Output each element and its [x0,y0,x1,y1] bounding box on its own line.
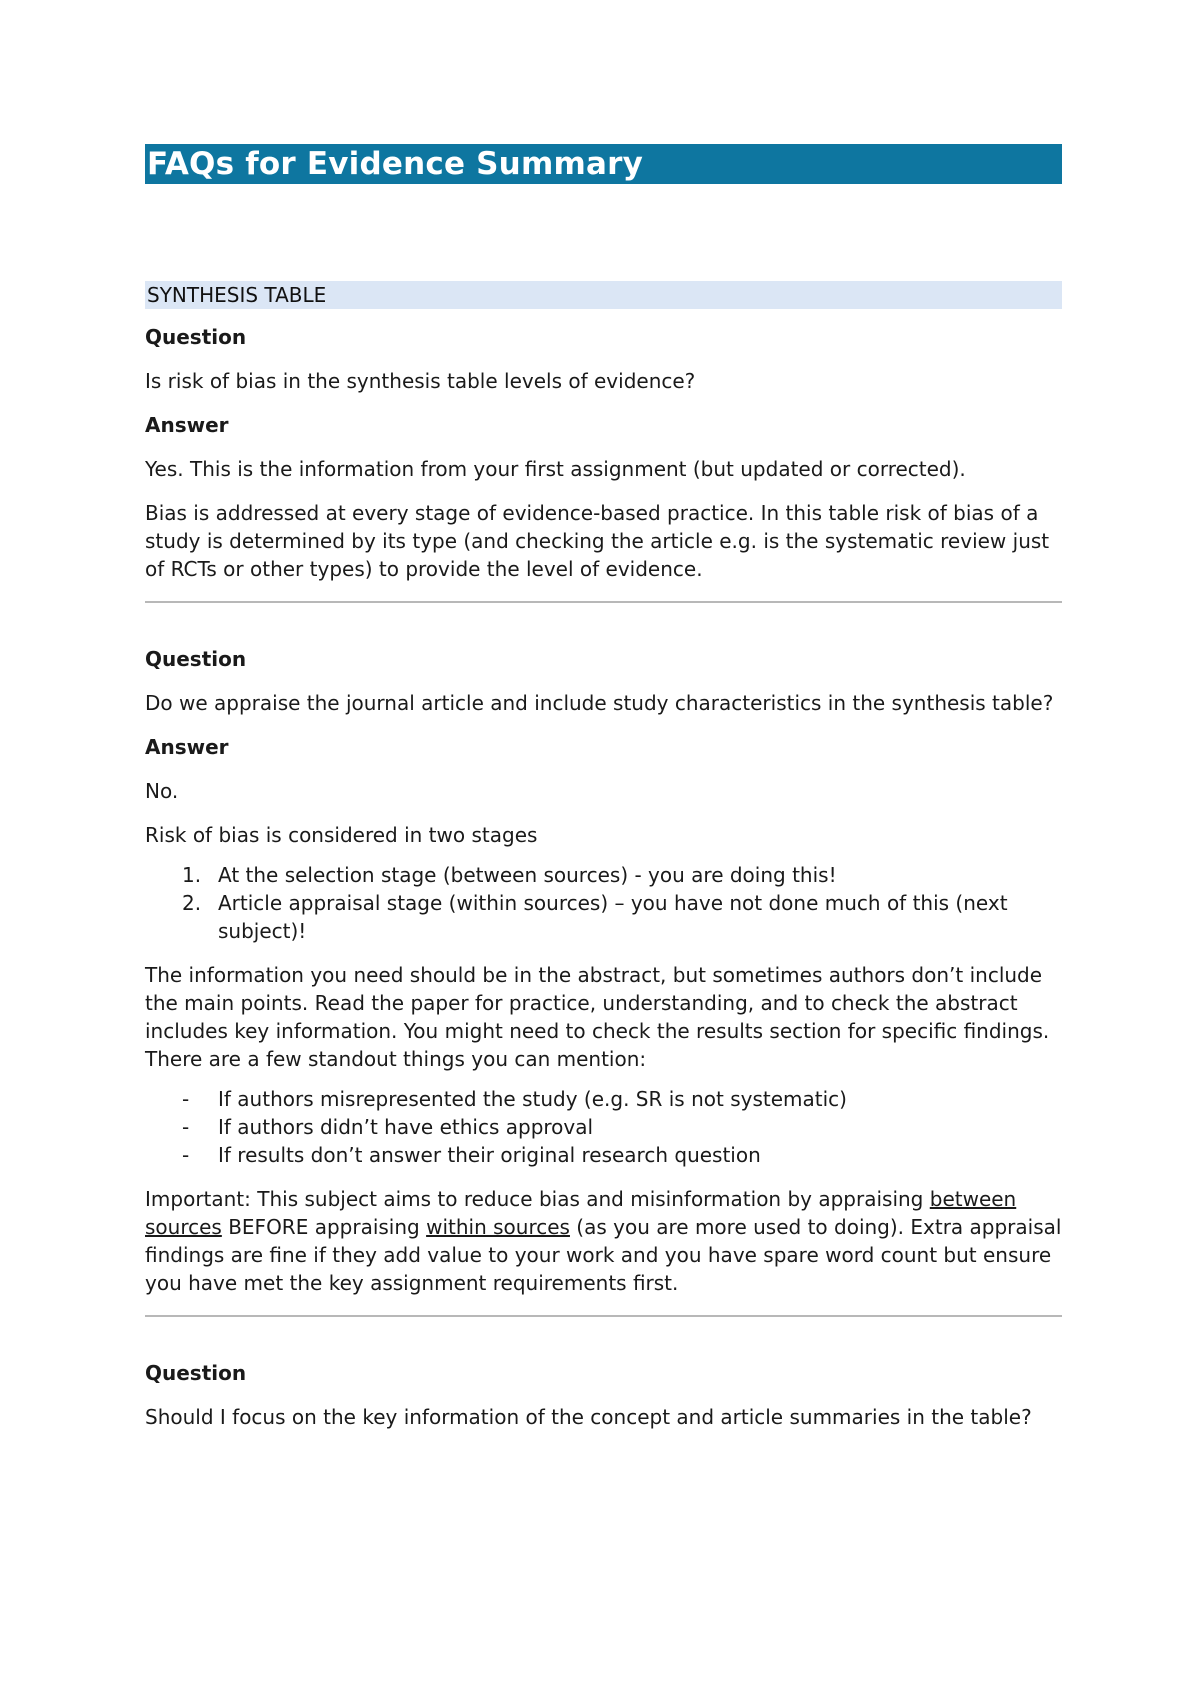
section-title: SYNTHESIS TABLE [147,283,327,307]
list-item: - If authors didn’t have ethics approval [182,1115,594,1139]
answer-paragraph: Risk of bias is considered in two stages [145,823,538,847]
question-label: Question [145,1361,247,1385]
answer-paragraph: No. [145,779,179,803]
list-item: - If authors misrepresented the study (e.g. SR is not systematic) [182,1087,847,1111]
answer-label: Answer [145,735,229,759]
section-heading [145,281,1062,309]
question-label: Question [145,647,247,671]
numbered-list [145,861,1062,945]
answer-paragraph: Yes. This is the information from your first assignment (but updated or corrected). [145,457,966,481]
faq-item-3 [145,1359,1062,1431]
divider [145,601,1062,603]
question-label: Question [145,325,247,349]
answer-label: Answer [145,413,229,437]
faq-item-2 [145,645,1062,1297]
answer-paragraph: Bias is addressed at every stage of evidence-based practice. In this table risk of bias of a study is determined by its type (and checking the article e.g. is the systematic review just of RCTs or other types) to provide the level of evidence. [145,501,1050,581]
list-item: 1. At the selection stage (between sources) - you are doing this! [182,863,837,887]
divider [145,1315,1062,1317]
underlined-term: between sources [145,1187,1017,1239]
list-item: 2. Article appraisal stage (within sources) – you have not done much of this (next subject)! [182,891,1008,943]
answer-paragraph: The information you need should be in the abstract, but sometimes authors don’t include the main points. Read the paper for practice, understanding, and to check the abstract includes key information. You might need to check the results section for specific findings. There are a few standout things you can mention: [145,963,1050,1071]
underlined-term: within sources [426,1215,570,1239]
important-note: Important: This subject aims to reduce bias and misinformation by appraising between sources BEFORE appraising within sources (as you are more used to doing). Extra appraisal findings are fine if they add value to your work and you have spare word count but ensure you have met the key assignment requirements first. [145,1187,1062,1295]
document-title: FAQs for Evidence Summary [147,146,643,182]
bullet-list [145,1085,1062,1169]
question-text: Should I focus on the key information of the concept and article summaries in the table? [145,1405,1032,1429]
document-page [145,144,1062,1431]
faq-item-1 [145,323,1062,583]
question-text: Do we appraise the journal article and include study characteristics in the synthesis table? [145,691,1054,715]
title-banner [145,144,1062,184]
question-text: Is risk of bias in the synthesis table levels of evidence? [145,369,696,393]
list-item: - If results don’t answer their original research question [182,1143,761,1167]
